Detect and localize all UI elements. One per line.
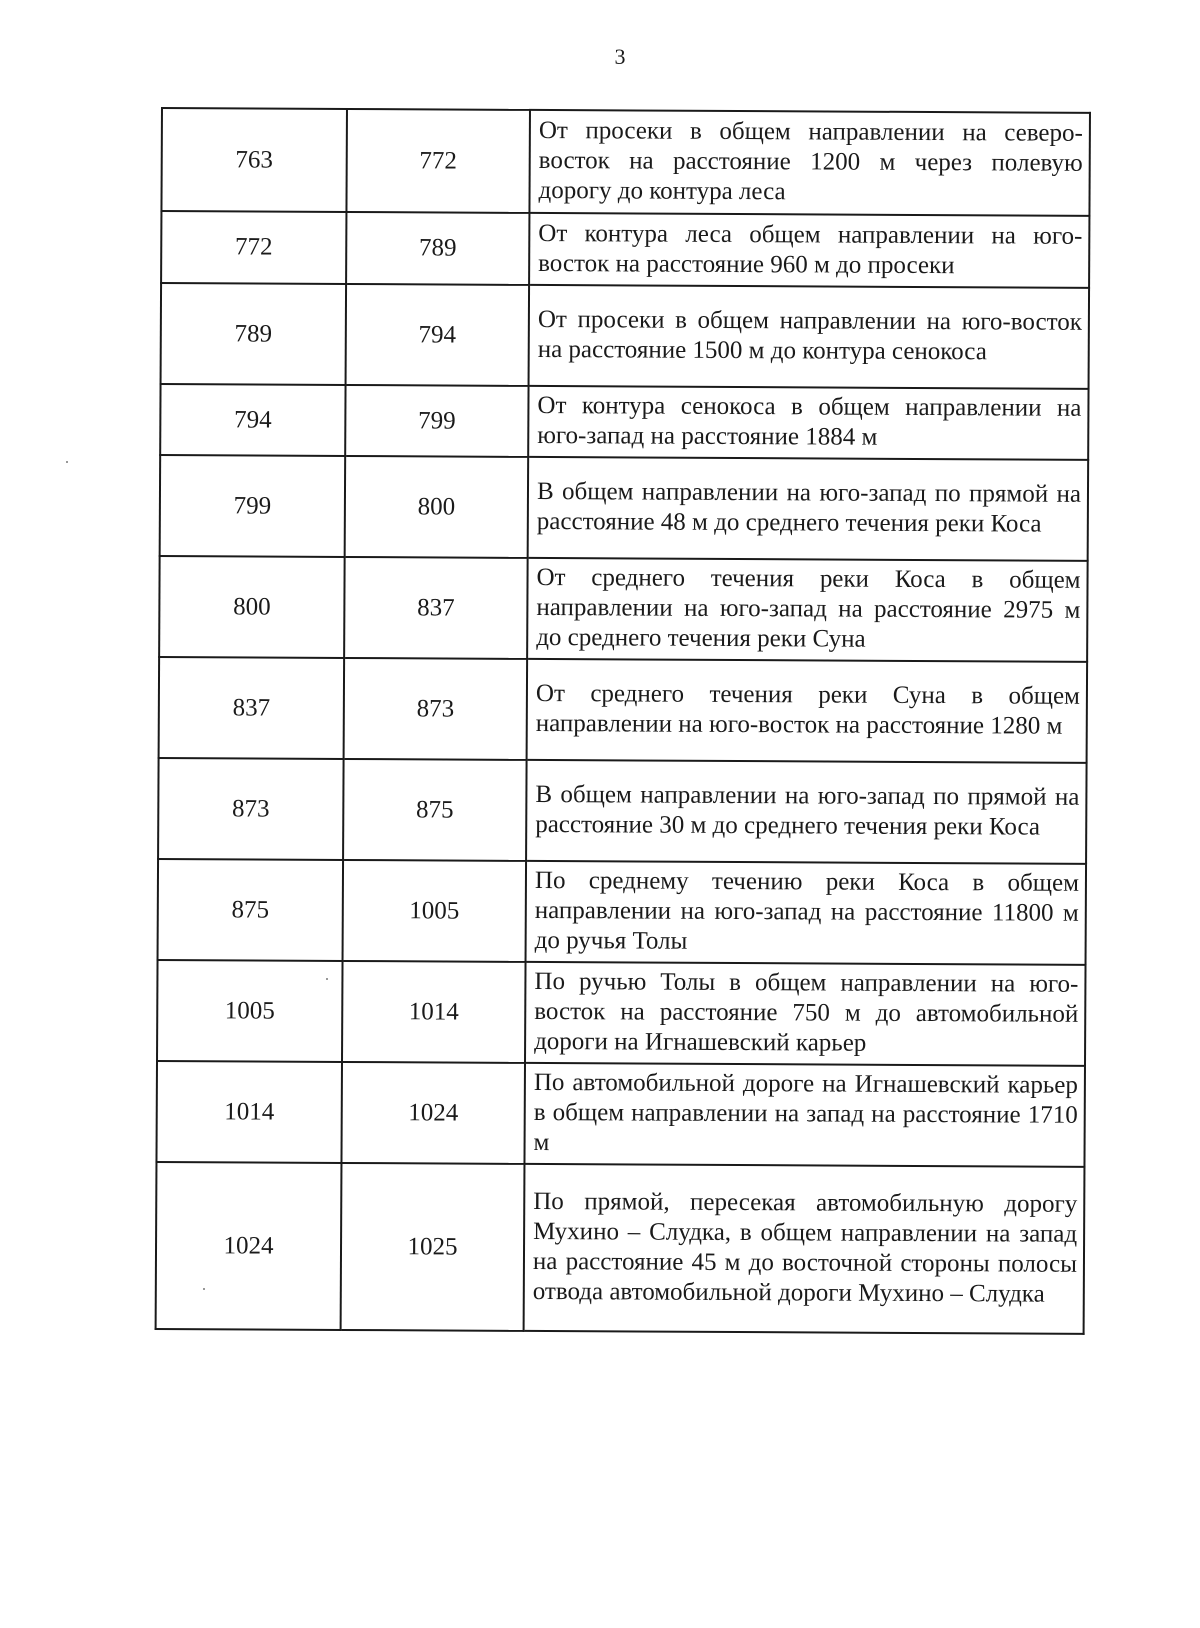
from-point-cell: 789 (161, 283, 347, 385)
from-point-cell: 1005 (157, 960, 343, 1062)
table-row (159, 657, 1088, 763)
route-description-cell: От контура сенокоса в общем направлении на юго-запад на расстояние 1884 м (528, 386, 1088, 460)
route-description-cell: От контура леса общем направлении на юго-восток на расстояние 960 м до просеки (529, 213, 1089, 288)
route-description-cell: В общем направлении на юго-запад по прямой на расстояние 30 м до среднего течения реки Коса (526, 760, 1087, 864)
from-point-cell: 1014 (156, 1061, 342, 1163)
to-point-cell: 1024 (341, 1062, 525, 1164)
to-point-cell: 772 (346, 109, 530, 213)
to-point-cell: 875 (343, 759, 527, 861)
from-point-cell: 800 (159, 556, 345, 658)
route-description-cell: По прямой, пересекая автомобильную дорогу Мухино – Слудка, в общем направлении на запад на расстояние 45 м до восточной стороны полосы отвода автомобильной дороги Мухино – Слудка (524, 1164, 1085, 1334)
scan-speck (203, 1288, 205, 1290)
from-point-cell: 873 (158, 758, 344, 860)
route-description-cell: По ручью Толы в общем направлении на юго-восток на расстояние 750 м до автомобильной дороги на Игнашевский карьер (525, 962, 1086, 1066)
table-row (158, 859, 1087, 965)
route-description-cell: По автомобильной дороге на Игнашевский карьер в общем направлении на запад на расстояние 1710 м (524, 1063, 1085, 1167)
to-point-cell: 1005 (343, 860, 527, 962)
table-row (160, 455, 1089, 561)
from-point-cell: 772 (161, 211, 346, 284)
to-point-cell: 837 (344, 557, 528, 659)
route-description-cell: От среднего течения реки Коса в общем направлении на юго-запад на расстояние 2975 м до среднего течения реки Суна (527, 558, 1088, 662)
to-point-cell: 873 (344, 658, 528, 760)
to-point-cell: 794 (346, 284, 530, 386)
table-row (160, 384, 1088, 460)
table-row (161, 211, 1089, 288)
from-point-cell: 1024 (156, 1162, 342, 1330)
from-point-cell: 794 (160, 384, 345, 456)
to-point-cell: 789 (346, 212, 529, 285)
from-point-cell: 837 (159, 657, 345, 759)
table-row (156, 1061, 1085, 1167)
table-row (161, 108, 1090, 216)
boundary-table (155, 107, 1089, 1335)
page-number: 3 (614, 44, 626, 69)
from-point-cell: 763 (161, 108, 347, 212)
table-row (158, 758, 1087, 864)
from-point-cell: 875 (158, 859, 344, 961)
route-description-cell: От просеки в общем направлении на юго-восток на расстояние 1500 м до контура сенокоса (529, 285, 1090, 389)
table-row (159, 556, 1088, 662)
route-description-cell: От среднего течения реки Суна в общем направлении на юго-восток на расстояние 1280 м (527, 659, 1088, 763)
from-point-cell: 799 (160, 455, 346, 557)
to-point-cell: 800 (345, 456, 529, 558)
to-point-cell: 799 (345, 385, 528, 457)
route-description-cell: По среднему течению реки Коса в общем направлении на юго-запад на расстояние 11800 м до ручья Толы (526, 861, 1087, 965)
to-point-cell: 1014 (342, 961, 526, 1063)
scan-speck (326, 978, 328, 980)
scan-speck (66, 461, 68, 463)
route-description-cell: В общем направлении на юго-запад по прямой на расстояние 48 м до среднего течения реки Коса (528, 457, 1089, 561)
boundary-points-table (155, 107, 1091, 1335)
table-row (156, 1162, 1085, 1334)
table-row (161, 283, 1090, 389)
to-point-cell: 1025 (341, 1163, 525, 1331)
table-row (157, 960, 1086, 1066)
route-description-cell: От просеки в общем направлении на северо-восток на расстояние 1200 м через полевую дорогу до контура леса (529, 110, 1090, 216)
